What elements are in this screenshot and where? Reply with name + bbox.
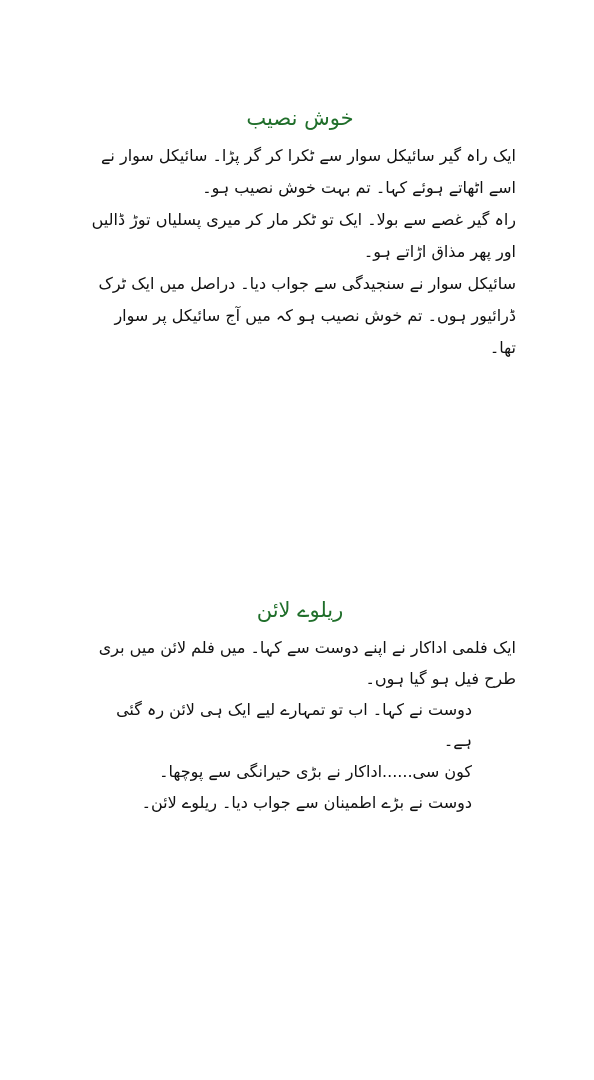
story-title: ریلوے لائن [256,598,344,622]
story-paragraph: ایک فلمی اداکار نے اپنے دوست سے کہا۔ میں فلم لائن میں بری طرح فیل ہو گیا ہوں۔ [98,638,516,688]
story-paragraph: راہ گیر غصے سے بولا۔ ایک تو ٹکر مار کر میری پسلیاں توڑ ڈالیں اور پھر مذاق اڑاتے ہو۔ [91,210,516,261]
story-paragraph: ایک راہ گیر سائیکل سوار سے ٹکرا کر گر پڑا۔ سائیکل سوار نے اسے اٹھاتے ہوئے کہا۔ تم بہت خوش نصیب ہو۔ [101,146,516,197]
story-khush-naseeb [84,100,516,364]
story-paragraph: دوست نے کہا۔ اب تو تمہارے لیے ایک ہی لائن رہ گئی ہے۔ [116,700,472,750]
story-railway-line [84,592,516,818]
story-paragraph: سائیکل سوار نے سنجیدگی سے جواب دیا۔ دراصل میں ایک ٹرک ڈرائیور ہوں۔ تم خوش نصیب ہو کہ میں آج سائیکل پر سوار تھا۔ [98,274,516,357]
story-title: خوش نصیب [246,106,354,130]
story-paragraph: کون سی......اداکار نے بڑی حیرانگی سے پوچھا۔ [159,762,472,781]
story-paragraph: دوست نے بڑے اطمینان سے جواب دیا۔ ریلوے لائن۔ [141,793,472,812]
